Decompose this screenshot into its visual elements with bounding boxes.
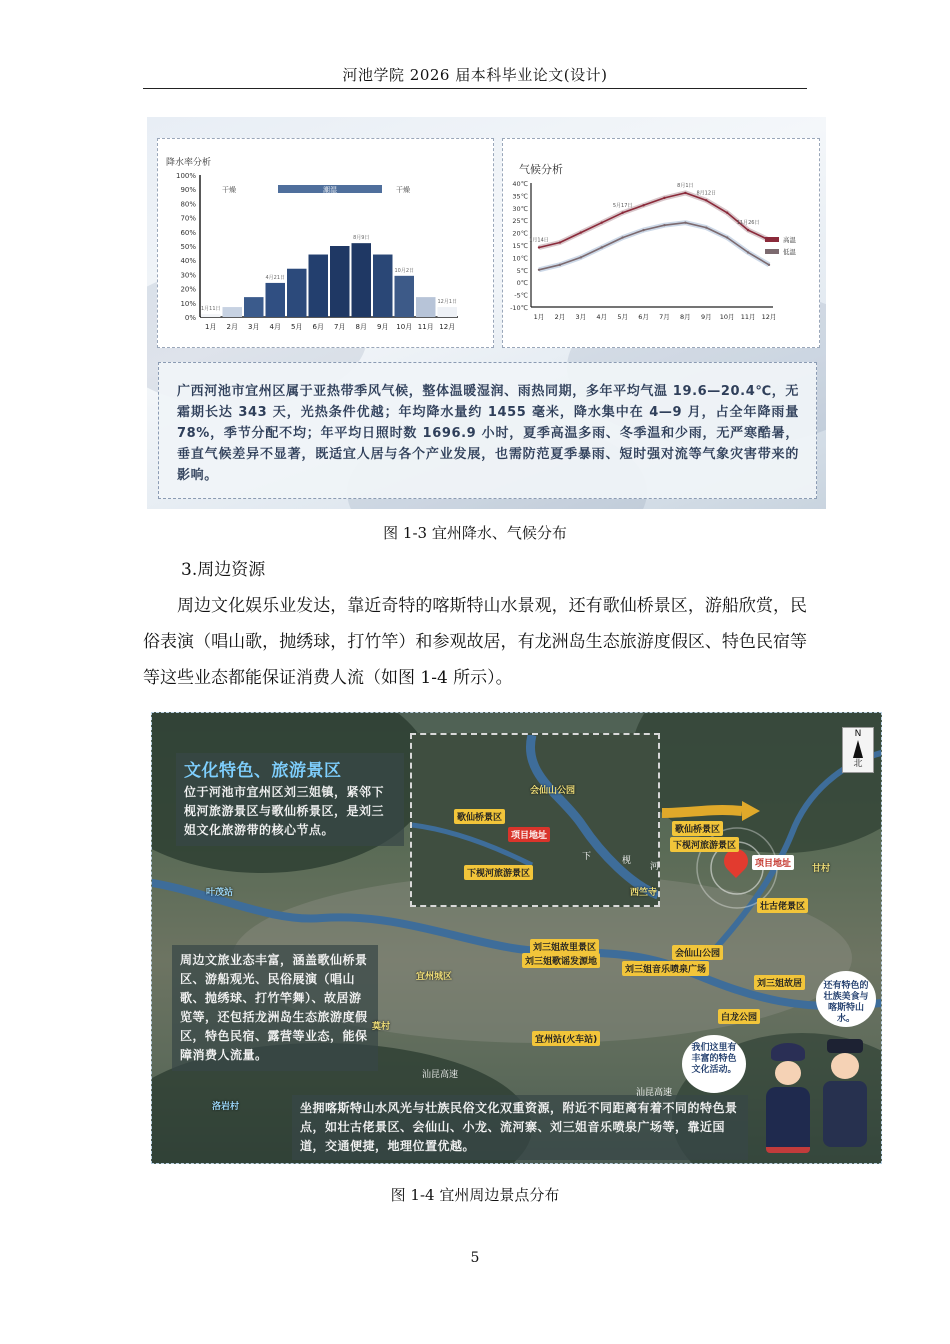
climate-x-tick-label: 2月 bbox=[554, 313, 566, 321]
rain-y-tick-label: 40% bbox=[180, 257, 196, 266]
rain-bar bbox=[309, 255, 329, 317]
rain-y-tick-label: 90% bbox=[180, 186, 196, 195]
climate-x-tick-label: 3月 bbox=[575, 313, 587, 321]
cartoon-boy-icon bbox=[820, 1039, 870, 1159]
figure-1-3 bbox=[147, 117, 826, 509]
rain-x-tick-label: 5月 bbox=[291, 323, 303, 331]
climate-y-tick-label: -10℃ bbox=[510, 304, 528, 312]
label-yemao: 叶茂站 bbox=[206, 888, 234, 898]
climate-point bbox=[768, 264, 770, 266]
rain-x-tick-label: 6月 bbox=[312, 323, 324, 331]
label-huixianshan: 会仙山公园 bbox=[672, 945, 723, 960]
label-river-3: 河 bbox=[650, 862, 660, 872]
rain-x-tick-label: 12月 bbox=[439, 323, 456, 331]
label-zhuanggulao: 壮古佬景区 bbox=[757, 898, 808, 913]
figure-1-4-map bbox=[151, 712, 882, 1164]
climate-point bbox=[642, 204, 644, 206]
climate-y-tick-label: 35℃ bbox=[512, 192, 528, 201]
climate-y-tick-label: 5℃ bbox=[516, 266, 528, 275]
rain-bar bbox=[201, 314, 221, 317]
climate-x-tick-label: 7月 bbox=[659, 313, 670, 321]
rain-y-tick-label: 10% bbox=[180, 299, 196, 308]
compass-bei: 北 bbox=[853, 759, 863, 769]
climate-annotation: 8月1日 bbox=[677, 182, 694, 189]
climate-y-tick-label: 30℃ bbox=[512, 204, 528, 213]
rain-annotation: 8月9日 bbox=[353, 235, 370, 242]
climate-point bbox=[705, 226, 707, 228]
map-left-text: 周边文旅业态丰富，涵盖歌仙桥景区、游船观光、民俗展演（唱山歌、抛绣球、打竹竿舞）、故居游览等，还包括龙洲岛生态旅游度假区，特色民宿、露营等业态，能保障消费人流量。 bbox=[180, 953, 368, 1062]
climate-annotation: 5月17日 bbox=[612, 202, 633, 209]
label-yizhou-station: 宜州站(火车站) bbox=[532, 1031, 600, 1046]
rain-x-tick-label: 1月 bbox=[205, 323, 217, 331]
climate-x-tick-label: 8月 bbox=[680, 313, 691, 321]
label-liusanjie-gejun: 刘三姐歌谣发源地 bbox=[522, 953, 600, 968]
label-music-square: 刘三姐音乐喷泉广场 bbox=[622, 961, 709, 976]
section-heading: 3.周边资源 bbox=[181, 560, 266, 580]
climate-x-tick-label: 10月 bbox=[719, 313, 735, 321]
rain-annotation: 1月11日 bbox=[200, 306, 221, 313]
cartoon-girl-icon bbox=[764, 1043, 812, 1159]
climate-y-tick-label: 0℃ bbox=[516, 279, 528, 288]
inset-project-label: 项目地址 bbox=[508, 827, 550, 842]
rain-x-tick-label: 4月 bbox=[269, 323, 281, 331]
climate-chart-title: 气候分析 bbox=[519, 163, 563, 176]
inset-map bbox=[410, 733, 660, 907]
inset-label-gexianqiao: 歌仙桥景区 bbox=[454, 809, 505, 824]
climate-y-tick-label: 25℃ bbox=[512, 217, 528, 226]
rain-y-tick-label: 80% bbox=[180, 200, 196, 209]
rain-y-tick-label: 30% bbox=[180, 271, 196, 280]
climate-description-box bbox=[158, 362, 817, 499]
rain-y-tick-label: 50% bbox=[180, 243, 196, 251]
climate-point bbox=[747, 229, 749, 231]
label-liuyan: 洛岩村 bbox=[212, 1102, 240, 1112]
rain-x-tick-label: 2月 bbox=[226, 323, 238, 331]
label-ganlu: 白龙公园 bbox=[718, 1009, 760, 1024]
inset-river bbox=[530, 735, 658, 895]
rain-bar bbox=[244, 297, 264, 317]
rain-bar bbox=[352, 243, 372, 317]
climate-point bbox=[601, 246, 603, 248]
label-zoumuxun: 甘村 bbox=[812, 864, 831, 874]
rain-chart-panel bbox=[157, 138, 494, 348]
figure-1-4-caption: 图 1-4 宜州周边景点分布 bbox=[390, 1186, 560, 1204]
climate-point bbox=[684, 192, 686, 194]
rain-x-tick-label: 9月 bbox=[377, 323, 389, 331]
label-expressway-1: 汕昆高速 bbox=[422, 1070, 459, 1080]
climate-point bbox=[684, 221, 686, 223]
north-arrow-icon bbox=[842, 727, 874, 773]
inset-label-huixianshan: 会仙山公园 bbox=[530, 786, 576, 796]
rain-bar bbox=[266, 283, 286, 317]
rain-annotation: 10月2日 bbox=[394, 267, 415, 274]
climate-point bbox=[621, 212, 623, 214]
climate-legend-label: 高温 bbox=[783, 236, 796, 244]
rain-bar bbox=[287, 269, 307, 317]
climate-y-tick-label: 20℃ bbox=[512, 229, 528, 238]
climate-point bbox=[538, 246, 540, 248]
climate-point bbox=[621, 236, 623, 238]
rain-bar-chart bbox=[158, 139, 493, 347]
climate-legend-swatch bbox=[765, 249, 779, 254]
header-rule bbox=[143, 88, 807, 89]
climate-x-tick-label: 12月 bbox=[761, 313, 777, 321]
climate-y-tick-label: 15℃ bbox=[512, 242, 528, 250]
climate-point bbox=[705, 199, 707, 201]
climate-point bbox=[559, 241, 561, 243]
climate-point bbox=[580, 231, 582, 233]
climate-annotation: 8月12日 bbox=[696, 190, 717, 197]
compass-n: N bbox=[854, 729, 862, 739]
label-river-2: 枧 bbox=[622, 856, 632, 866]
rain-bar bbox=[223, 307, 243, 317]
climate-point bbox=[642, 229, 644, 231]
label-meixu: 莫村 bbox=[372, 1022, 391, 1032]
climate-annotation: 11月26日 bbox=[736, 220, 760, 227]
rain-bar bbox=[438, 307, 458, 317]
climate-y-tick-label: 40℃ bbox=[512, 180, 528, 188]
map-left-text-box bbox=[172, 945, 378, 1071]
rain-x-tick-label: 7月 bbox=[334, 323, 346, 331]
speech-bubble-bottom-text: 我们这里有丰富的特色文化活动。 bbox=[691, 1043, 737, 1075]
climate-point bbox=[747, 251, 749, 253]
rain-x-tick-label: 8月 bbox=[355, 323, 367, 331]
label-yizhou-center: 宜州城区 bbox=[416, 972, 453, 982]
map-bottom-text: 坐拥喀斯特山水风光与壮族民俗文化双重资源，附近不同距离有着不同的特色景点，如壮古佬景区、会仙山、小龙、流河寨、刘三姐音乐喷泉广场等，靠近国道，交通便捷，地理位置优越。 bbox=[300, 1101, 738, 1153]
climate-x-tick-label: 11月 bbox=[740, 313, 756, 321]
climate-x-tick-label: 5月 bbox=[617, 313, 628, 321]
rain-x-tick-label: 11月 bbox=[417, 323, 434, 331]
map-intro-text: 位于河池市宜州区刘三姐镇，紧邻下枧河旅游景区与歌仙桥景区，是刘三姐文化旅游带的核心节点。 bbox=[184, 785, 385, 837]
climate-point bbox=[663, 224, 665, 226]
climate-annotation: 1月14日 bbox=[529, 237, 549, 244]
label-river-1: 下 bbox=[582, 852, 592, 862]
rain-x-tick-label: 10月 bbox=[396, 323, 413, 331]
label-xiqiao: 西竺寺 bbox=[630, 888, 658, 898]
rain-annotation: 12月1日 bbox=[437, 299, 458, 306]
map-title: 文化特色、旅游景区 bbox=[184, 761, 342, 781]
climate-x-tick-label: 6月 bbox=[638, 313, 649, 321]
inset-label-xiajianhe: 下枧河旅游景区 bbox=[464, 865, 533, 880]
climate-point bbox=[663, 197, 665, 199]
pointer-arrow-head bbox=[742, 801, 760, 821]
speech-bubble-bottom bbox=[682, 1035, 746, 1093]
dry-label-left: 干燥 bbox=[222, 186, 236, 194]
climate-y-tick-label: 10℃ bbox=[512, 254, 528, 263]
climate-series-halo bbox=[539, 223, 769, 270]
climate-line-chart bbox=[503, 139, 819, 347]
climate-point bbox=[580, 256, 582, 258]
dry-label-right: 干燥 bbox=[396, 186, 410, 194]
inset-river-layer bbox=[412, 735, 658, 905]
climate-point bbox=[726, 212, 728, 214]
rain-bar bbox=[330, 246, 350, 317]
climate-point bbox=[601, 221, 603, 223]
climate-description: 广西河池市宜州区属于亚热带季风气候，整体温暖湿润、雨热同期，多年平均气温 19.6—20.4℃，无霜期长达 343 天，光热条件优越；年均降水量约 1455 毫米，降水集中在 4—9 月，占全年降雨量 78%，季节分配不均；年平均日照时数 1696.9 小时，夏季高温多雨、冬季温和少雨，无严寒酷暑，垂直气候差异不显著，既适宜人居与各个产业发展，也需防范夏季暴雨、短时强对流等气象灾害带来的影响。 bbox=[177, 384, 799, 483]
climate-legend-label: 低温 bbox=[783, 248, 796, 256]
climate-chart-panel bbox=[502, 138, 820, 348]
speech-bubble-top bbox=[816, 971, 876, 1027]
label-gexianqiao: 歌仙桥景区 bbox=[672, 821, 723, 836]
page-number: 5 bbox=[470, 1250, 480, 1266]
label-expressway-2: 汕昆高速 bbox=[636, 1088, 673, 1098]
map-intro-box bbox=[176, 753, 404, 846]
rain-y-tick-label: 0% bbox=[184, 314, 196, 322]
speech-bubble-top-text: 还有特色的壮族美食与喀斯特山水。 bbox=[823, 981, 869, 1024]
map-bottom-text-box bbox=[292, 1095, 748, 1160]
climate-x-tick-label: 4月 bbox=[596, 313, 608, 321]
rain-x-tick-label: 3月 bbox=[248, 323, 260, 331]
label-xiajianhe: 下枧河旅游景区 bbox=[670, 837, 739, 852]
climate-y-tick-label: -5℃ bbox=[514, 291, 528, 300]
project-address-label: 项目地址 bbox=[752, 855, 794, 870]
climate-legend-swatch bbox=[765, 237, 779, 242]
climate-point bbox=[538, 269, 540, 271]
wet-label: 潮湿 bbox=[323, 186, 337, 194]
rain-bar bbox=[373, 255, 393, 317]
compass-needle bbox=[853, 740, 863, 758]
rain-bar bbox=[395, 276, 415, 317]
rain-chart-title: 降水率分析 bbox=[166, 158, 212, 168]
climate-point bbox=[726, 236, 728, 238]
rain-y-tick-label: 20% bbox=[180, 285, 196, 294]
climate-x-tick-label: 9月 bbox=[700, 313, 712, 321]
rain-y-tick-label: 70% bbox=[180, 214, 196, 223]
climate-x-tick-label: 1月 bbox=[533, 313, 545, 321]
section-paragraph: 周边文化娱乐业发达，靠近奇特的喀斯特山水景观，还有歌仙桥景区，游船欣赏，民俗表演（唱山歌，抛绣球，打竹竿）和参观故居，有龙洲岛生态旅游度假区、特色民宿等等这些业态都能保证消费人流（如图 1-4 所示）。 bbox=[143, 596, 807, 688]
figure-1-3-caption: 图 1-3 宜州降水、气候分布 bbox=[383, 524, 567, 542]
label-liusanjie-gushi: 刘三姐故里景区 bbox=[530, 939, 599, 954]
climate-point bbox=[559, 264, 561, 266]
rain-bar bbox=[416, 297, 436, 317]
rain-annotation: 4月21日 bbox=[265, 274, 286, 281]
pointer-arrow bbox=[662, 810, 742, 813]
label-liusanjie-guju: 刘三姐故居 bbox=[754, 975, 805, 990]
page-header: 河池学院 2026 届本科毕业论文(设计) bbox=[342, 66, 608, 84]
rain-y-tick-label: 60% bbox=[180, 228, 196, 237]
rain-y-tick-label: 100% bbox=[175, 172, 196, 180]
